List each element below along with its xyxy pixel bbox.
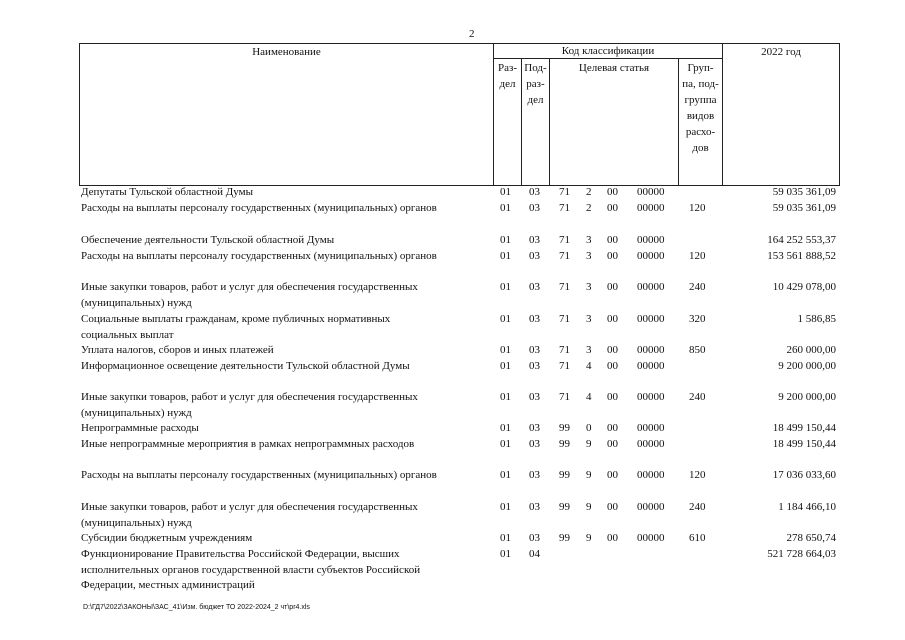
row-code-t3: 00 bbox=[607, 422, 618, 434]
row-amount: 59 035 361,09 bbox=[772, 186, 836, 198]
row-code-t2: 4 bbox=[586, 391, 592, 403]
row-code-p: 03 bbox=[529, 469, 540, 481]
table-row bbox=[0, 280, 905, 295]
row-code-t2: 3 bbox=[586, 281, 592, 293]
row-amount: 164 252 553,37 bbox=[767, 234, 836, 246]
row-code-t4: 00000 bbox=[637, 532, 665, 544]
row-code-r: 01 bbox=[500, 250, 511, 262]
row-name: Федерации, местных администраций bbox=[81, 579, 255, 591]
table-row bbox=[0, 390, 905, 405]
row-code-t1: 71 bbox=[559, 391, 570, 403]
row-code-g: 120 bbox=[689, 250, 706, 262]
row-code-t1: 99 bbox=[559, 532, 570, 544]
row-code-t1: 71 bbox=[559, 313, 570, 325]
header-code: Код классификации bbox=[561, 45, 655, 57]
row-code-t4: 00000 bbox=[637, 186, 665, 198]
row-code-r: 01 bbox=[500, 313, 511, 325]
table-row bbox=[0, 343, 905, 358]
row-code-t4: 00000 bbox=[637, 391, 665, 403]
row-code-t3: 00 bbox=[607, 313, 618, 325]
row-code-t1: 71 bbox=[559, 234, 570, 246]
row-code-t4: 00000 bbox=[637, 344, 665, 356]
row-code-p: 03 bbox=[529, 281, 540, 293]
row-code-p: 03 bbox=[529, 391, 540, 403]
row-code-r: 01 bbox=[500, 360, 511, 372]
row-code-t3: 00 bbox=[607, 391, 618, 403]
row-code-p: 03 bbox=[529, 250, 540, 262]
row-code-p: 03 bbox=[529, 186, 540, 198]
row-code-r: 01 bbox=[500, 344, 511, 356]
header-name-cell bbox=[79, 43, 494, 186]
row-code-t4: 00000 bbox=[637, 281, 665, 293]
table-row bbox=[0, 437, 905, 452]
row-name: Иные закупки товаров, работ и услуг для обеспечения государственных bbox=[81, 281, 418, 293]
row-amount: 278 650,74 bbox=[786, 532, 836, 544]
row-name: Расходы на выплаты персоналу государственных (муниципальных) органов bbox=[81, 250, 437, 262]
row-name: Функционирование Правительства Российской Федерации, высших bbox=[81, 548, 400, 560]
row-code-r: 01 bbox=[500, 391, 511, 403]
row-code-p: 03 bbox=[529, 532, 540, 544]
row-name: (муниципальных) нужд bbox=[81, 296, 192, 309]
row-code-t4: 00000 bbox=[637, 202, 665, 214]
row-code-t1: 71 bbox=[559, 281, 570, 293]
row-name: Депутаты Тульской областной Думы bbox=[81, 186, 254, 198]
row-code-t4: 00000 bbox=[637, 313, 665, 325]
row-code-g: 120 bbox=[689, 202, 706, 214]
row-code-g: 850 bbox=[689, 344, 706, 356]
row-code-t3: 00 bbox=[607, 281, 618, 293]
row-code-t2: 9 bbox=[586, 501, 592, 513]
row-name: исполнительных органов государственной власти субъектов Российской bbox=[81, 563, 421, 576]
row-code-g: 240 bbox=[689, 391, 706, 403]
row-code-t2: 9 bbox=[586, 532, 592, 544]
row-code-t3: 00 bbox=[607, 344, 618, 356]
row-code-t1: 99 bbox=[559, 501, 570, 513]
table-row bbox=[0, 233, 905, 248]
row-code-t4: 00000 bbox=[637, 250, 665, 262]
row-amount: 153 561 888,52 bbox=[767, 250, 836, 262]
row-amount: 1 184 466,10 bbox=[778, 501, 836, 513]
row-code-t4: 00000 bbox=[637, 360, 665, 372]
row-name: Субсидии бюджетным учреждениям bbox=[81, 532, 253, 544]
header-razdel: Раз- дел bbox=[497, 62, 517, 90]
row-code-t3: 00 bbox=[607, 532, 618, 544]
row-code-r: 01 bbox=[500, 438, 511, 450]
row-code-t1: 71 bbox=[559, 360, 570, 372]
row-name: Обеспечение деятельности Тульской областной Думы bbox=[81, 234, 335, 246]
row-code-r: 01 bbox=[500, 501, 511, 513]
row-amount: 9 200 000,00 bbox=[778, 360, 836, 372]
header-year: 2022 год bbox=[761, 46, 801, 58]
row-name: Иные непрограммные мероприятия в рамках непрограммных расходов bbox=[81, 438, 415, 450]
row-code-t1: 71 bbox=[559, 202, 570, 214]
row-amount: 18 499 150,44 bbox=[772, 422, 836, 434]
row-code-g: 240 bbox=[689, 281, 706, 293]
header-target: Целевая статья bbox=[578, 62, 650, 74]
row-name: Уплата налогов, сборов и иных платежей bbox=[81, 344, 274, 356]
row-code-t3: 00 bbox=[607, 469, 618, 481]
row-name: (муниципальных) нужд bbox=[81, 516, 192, 529]
row-code-t3: 00 bbox=[607, 250, 618, 262]
row-code-t2: 3 bbox=[586, 250, 592, 262]
row-code-p: 03 bbox=[529, 313, 540, 325]
row-code-t3: 00 bbox=[607, 360, 618, 372]
row-code-t4: 00000 bbox=[637, 234, 665, 246]
row-code-t4: 00000 bbox=[637, 469, 665, 481]
row-code-p: 03 bbox=[529, 501, 540, 513]
row-amount: 9 200 000,00 bbox=[778, 391, 836, 403]
page-number: 2 bbox=[469, 28, 475, 40]
row-code-t1: 71 bbox=[559, 344, 570, 356]
row-code-t1: 99 bbox=[559, 469, 570, 481]
table-row bbox=[0, 359, 905, 374]
row-amount: 521 728 664,03 bbox=[767, 548, 836, 560]
row-code-t2: 2 bbox=[586, 186, 592, 198]
row-name: Расходы на выплаты персоналу государственных (муниципальных) органов bbox=[81, 202, 437, 214]
row-code-t2: 3 bbox=[586, 344, 592, 356]
row-code-r: 01 bbox=[500, 469, 511, 481]
row-code-p: 03 bbox=[529, 438, 540, 450]
header-year-cell bbox=[722, 43, 840, 186]
row-code-r: 01 bbox=[500, 548, 511, 560]
row-code-t1: 99 bbox=[559, 438, 570, 450]
row-code-p: 03 bbox=[529, 202, 540, 214]
row-code-p: 03 bbox=[529, 422, 540, 434]
row-code-g: 610 bbox=[689, 532, 706, 544]
table-row bbox=[0, 249, 905, 264]
row-code-t3: 00 bbox=[607, 202, 618, 214]
table-row bbox=[0, 421, 905, 436]
header-group: Груп- па, под- группа видов расхо- дов bbox=[682, 62, 719, 154]
row-amount: 59 035 361,09 bbox=[772, 202, 836, 214]
row-code-t2: 3 bbox=[586, 234, 592, 246]
row-code-t2: 9 bbox=[586, 469, 592, 481]
row-name: Информационное освещение деятельности Тульской областной Думы bbox=[81, 360, 410, 372]
row-code-t3: 00 bbox=[607, 186, 618, 198]
row-amount: 1 586,85 bbox=[797, 313, 836, 325]
row-name: социальных выплат bbox=[81, 328, 174, 341]
row-code-g: 320 bbox=[689, 313, 706, 325]
table-row bbox=[0, 201, 905, 216]
header-name: Наименование bbox=[252, 46, 321, 58]
row-name: Иные закупки товаров, работ и услуг для обеспечения государственных bbox=[81, 391, 418, 403]
row-amount: 18 499 150,44 bbox=[772, 438, 836, 450]
row-code-p: 04 bbox=[529, 548, 540, 560]
row-amount: 17 036 033,60 bbox=[772, 469, 836, 481]
row-code-t4: 00000 bbox=[637, 501, 665, 513]
row-name: (муниципальных) нужд bbox=[81, 406, 192, 419]
row-code-r: 01 bbox=[500, 281, 511, 293]
row-code-t4: 00000 bbox=[637, 422, 665, 434]
file-path-footer: D:\ГД7\2022\ЗАКОНЫ\ЗАС_41\Изм. бюджет ТО 2022-2024_2 чт\pr4.xls bbox=[83, 604, 310, 611]
table-row bbox=[0, 531, 905, 546]
row-code-r: 01 bbox=[500, 234, 511, 246]
row-code-t1: 71 bbox=[559, 186, 570, 198]
row-code-p: 03 bbox=[529, 234, 540, 246]
row-code-p: 03 bbox=[529, 344, 540, 356]
row-code-t1: 71 bbox=[559, 250, 570, 262]
row-name: Расходы на выплаты персоналу государственных (муниципальных) органов bbox=[81, 469, 437, 481]
row-code-r: 01 bbox=[500, 186, 511, 198]
row-code-t2: 4 bbox=[586, 360, 592, 372]
table-row bbox=[0, 547, 905, 562]
row-code-r: 01 bbox=[500, 422, 511, 434]
row-name: Социальные выплаты гражданам, кроме публичных нормативных bbox=[81, 313, 391, 325]
row-code-t2: 2 bbox=[586, 202, 592, 214]
row-code-t3: 00 bbox=[607, 438, 618, 450]
table-row bbox=[0, 312, 905, 327]
row-code-g: 240 bbox=[689, 501, 706, 513]
row-code-t1: 99 bbox=[559, 422, 570, 434]
header-podrazdel: Под- раз- дел bbox=[524, 62, 547, 106]
row-code-t4: 00000 bbox=[637, 438, 665, 450]
row-code-g: 120 bbox=[689, 469, 706, 481]
row-code-r: 01 bbox=[500, 532, 511, 544]
row-code-t2: 9 bbox=[586, 438, 592, 450]
row-code-t3: 00 bbox=[607, 234, 618, 246]
row-amount: 10 429 078,00 bbox=[772, 281, 836, 293]
table-row bbox=[0, 500, 905, 515]
row-name: Непрограммные расходы bbox=[81, 422, 199, 434]
row-code-t3: 00 bbox=[607, 501, 618, 513]
table-row bbox=[0, 468, 905, 483]
row-code-t2: 0 bbox=[586, 422, 592, 434]
row-name: Иные закупки товаров, работ и услуг для обеспечения государственных bbox=[81, 501, 418, 513]
table-row bbox=[0, 185, 905, 200]
row-code-t2: 3 bbox=[586, 313, 592, 325]
row-code-r: 01 bbox=[500, 202, 511, 214]
row-amount: 260 000,00 bbox=[786, 344, 836, 356]
row-code-p: 03 bbox=[529, 360, 540, 372]
